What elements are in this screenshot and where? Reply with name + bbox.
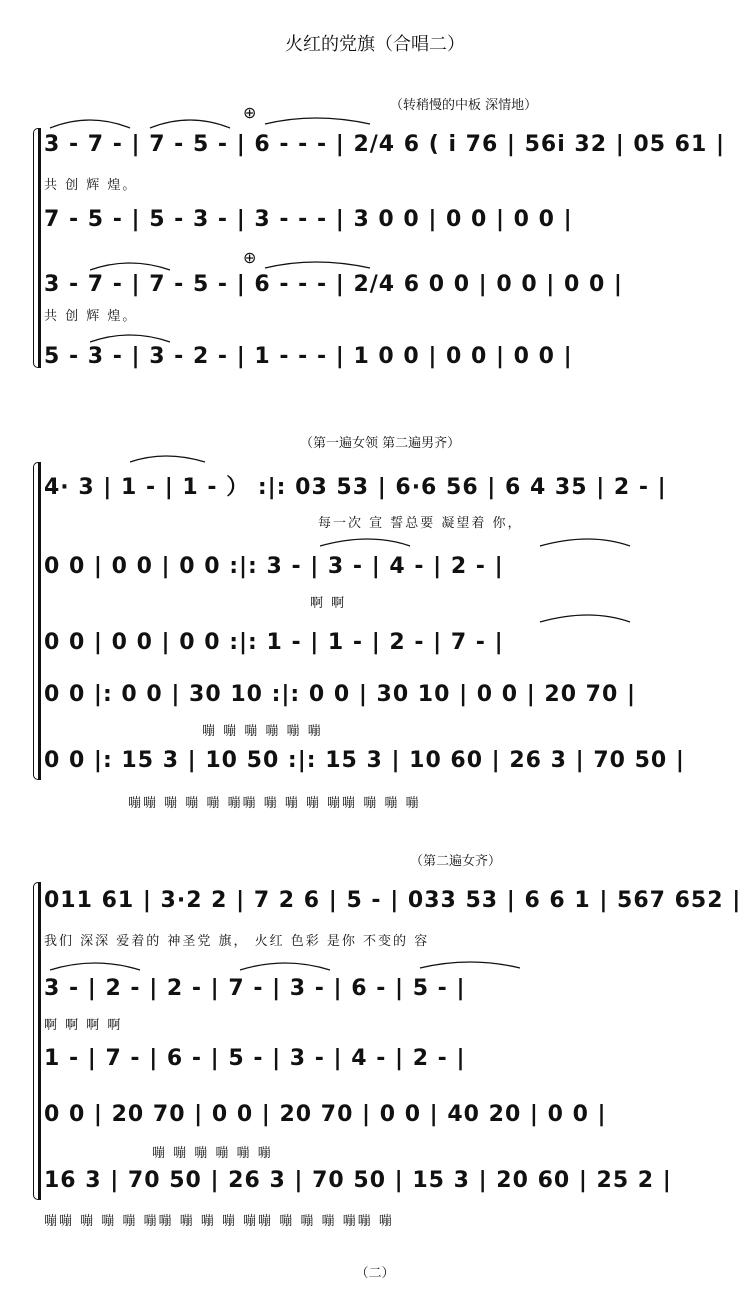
lyric-row: 共 创 辉 煌。 bbox=[44, 178, 138, 193]
note-row: 16 3 | 70 50 | 26 3 | 70 50 | 15 3 | 20 60 | 25 2 | bbox=[44, 1168, 672, 1193]
lyric-row: 啊 啊 bbox=[310, 596, 347, 611]
lyric-row: 嘣嘣 嘣 嘣 嘣 嘣嘣 嘣 嘣 嘣 嘣嘣 嘣 嘣 嘣 嘣嘣 嘣 bbox=[44, 1214, 394, 1229]
note-row: 1 - | 7 - | 6 - | 5 - | 3 - | 4 - | 2 - | bbox=[44, 1046, 466, 1071]
note-row: 0 0 |: 0 0 | 30 10 :|: 0 0 | 30 10 | 0 0 | 20 70 | bbox=[44, 682, 636, 707]
coda-sign-2: ⊕ bbox=[243, 248, 257, 267]
note-row: 0 0 |: 15 3 | 10 50 :|: 15 3 | 10 60 | 26 3 | 70 50 | bbox=[44, 748, 685, 773]
page-number: （二） bbox=[355, 1266, 395, 1281]
note-row: 3 - | 2 - | 2 - | 7 - | 3 - | 6 - | 5 - | bbox=[44, 976, 466, 1001]
lyric-row: 我们 深深 爱着的 神圣党 旗， 火红 色彩 是你 不变的 容 bbox=[44, 934, 430, 949]
lyric-row: 共 创 辉 煌。 bbox=[44, 309, 138, 324]
performance-direction: （第一遍女领 第二遍男齐） bbox=[300, 436, 461, 451]
page-title: 火红的党旗（合唱二） bbox=[285, 34, 465, 55]
lyric-row: 每一次 宣 誓总要 凝望着 你， bbox=[318, 516, 523, 531]
note-row: 011 61 | 3·2 2 | 7 2 6 | 5 - | 033 53 | 6 6 1 | 567 652 | bbox=[44, 888, 742, 913]
performance-direction: （第二遍女齐） bbox=[410, 854, 502, 869]
lyric-row: 嘣 嘣 嘣 嘣 嘣 嘣 bbox=[152, 1146, 273, 1161]
coda-sign-1: ⊕ bbox=[243, 103, 257, 122]
note-row: 7 - 5 - | 5 - 3 - | 3 - - - | 3 0 0 | 0 0 | 0 0 | bbox=[44, 207, 573, 232]
lyric-row: 嘣 嘣 嘣 嘣 嘣 嘣 bbox=[202, 724, 323, 739]
lyric-row: 啊 啊 啊 啊 bbox=[44, 1018, 123, 1033]
tempo-marking: （转稍慢的中板 深情地） bbox=[390, 98, 538, 113]
lyric-row: 嘣嘣 嘣 嘣 嘣 嘣嘣 嘣 嘣 嘣 嘣嘣 嘣 嘣 嘣 bbox=[128, 796, 421, 811]
note-row: 3 - 7 - | 7 - 5 - | 6 - - - | 2/4 6 0 0 | 0 0 | 0 0 | bbox=[44, 272, 623, 297]
note-row: 0 0 | 0 0 | 0 0 :|: 1 - | 1 - | 2 - | 7 - | bbox=[44, 630, 504, 655]
note-row: 0 0 | 0 0 | 0 0 :|: 3 - | 3 - | 4 - | 2 - | bbox=[44, 554, 504, 579]
note-row: 3 - 7 - | 7 - 5 - | 6 - - - | 2/4 6 ( i 76 | 56i 32 | 05 61 | bbox=[44, 132, 725, 157]
note-row: 0 0 | 20 70 | 0 0 | 20 70 | 0 0 | 40 20 | 0 0 | bbox=[44, 1102, 607, 1127]
note-row: 5 - 3 - | 3 - 2 - | 1 - - - | 1 0 0 | 0 0 | 0 0 | bbox=[44, 344, 573, 369]
note-row: 4· 3 | 1 - | 1 - ） :|: 03 53 | 6·6 56 | 6 4 35 | 2 - | bbox=[44, 475, 667, 500]
